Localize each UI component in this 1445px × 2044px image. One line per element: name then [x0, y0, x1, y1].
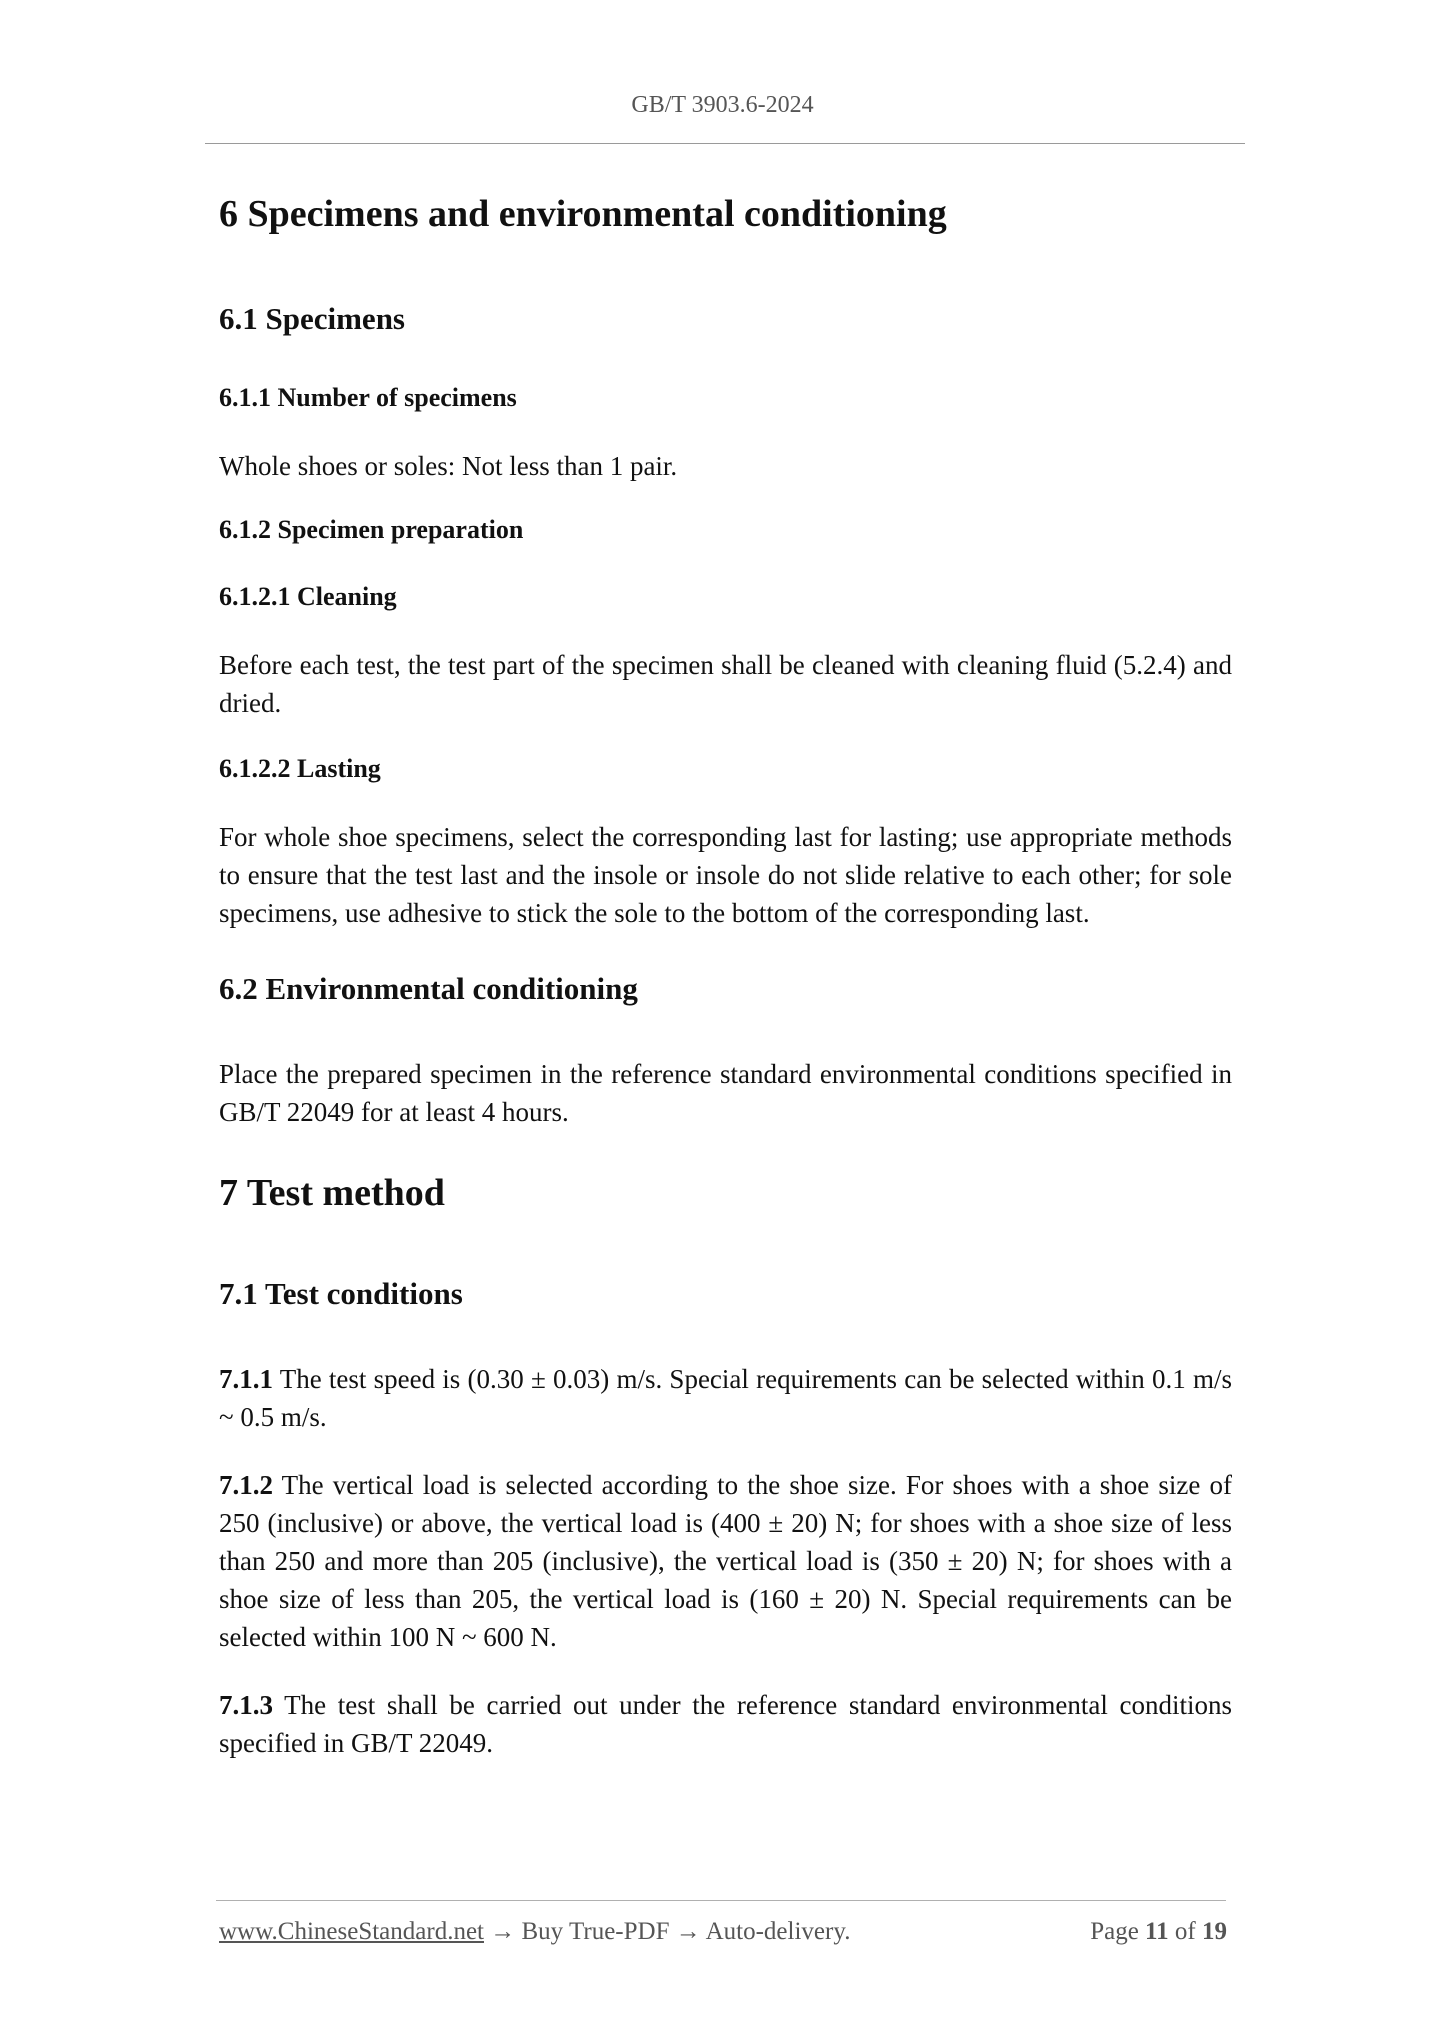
section-6-1-heading: 6.1 Specimens: [219, 300, 405, 336]
section-6-1-1-heading: 6.1.1 Number of specimens: [219, 382, 517, 412]
page-header-doc-id: GB/T 3903.6-2024: [631, 92, 814, 118]
page-current: 11: [1145, 1918, 1169, 1945]
chinesestandard-link[interactable]: www.ChineseStandard.net: [219, 1918, 484, 1945]
page-total: 19: [1202, 1918, 1227, 1945]
section-6-2-text: Place the prepared specimen in the reference standard environmental conditions specified in GB/T 22049 for at least 4 hours.: [219, 1059, 1232, 1128]
section-6-heading: 6 Specimens and environmental conditioning: [219, 193, 947, 235]
footer-divider: [216, 1900, 1226, 1901]
section-7-1-3-number: 7.1.3: [219, 1689, 273, 1720]
page-footer: [219, 1918, 1227, 1946]
footer-promo-text: → Buy True-PDF → Auto-delivery.: [484, 1918, 851, 1945]
section-7-1-2-paragraph: [219, 1466, 1232, 1656]
section-6-1-2-1-heading: 6.1.2.1 Cleaning: [219, 582, 397, 612]
section-6-1-2-1-text: Before each test, the test part of the specimen shall be cleaned with cleaning fluid (5.2.4) and dried.: [219, 650, 1232, 719]
section-7-1-1-number: 7.1.1: [219, 1363, 273, 1394]
section-7-1-2-text: The vertical load is selected according to the shoe size. For shoes with a shoe size of 250 (inclusive) or above, the vertical load is (400 ± 20) N; for shoes with a shoe size of less than 250 and more than 205 (inclusive), the vertical load is (350 ± 20) N; for shoes with a shoe size of less than 205, the vertical load is (160 ± 20) N. Special requirements can be selected within 100 N ~ 600 N.: [219, 1469, 1232, 1652]
section-7-1-3-paragraph: [219, 1686, 1232, 1762]
section-7-1-heading: 7.1 Test conditions: [219, 1275, 463, 1311]
section-6-1-2-2-heading: 6.1.2.2 Lasting: [219, 754, 381, 784]
page-of-label: of: [1174, 1918, 1196, 1945]
section-7-1-1-text: The test speed is (0.30 ± 0.03) m/s. Special requirements can be selected within 0.1 m/s ~ 0.5 m/s.: [219, 1363, 1232, 1432]
section-6-1-1-text: Whole shoes or soles: Not less than 1 pair.: [219, 450, 678, 481]
section-7-1-2-number: 7.1.2: [219, 1469, 273, 1500]
header-divider: [205, 143, 1245, 144]
section-7-1-3-text: The test shall be carried out under the reference standard environmental conditions specified in GB/T 22049.: [219, 1689, 1232, 1758]
page-content: [219, 180, 1232, 1762]
section-6-2-heading: 6.2 Environmental conditioning: [219, 970, 638, 1006]
page-number: [1090, 1918, 1227, 1946]
page-label: Page: [1090, 1918, 1139, 1945]
section-7-heading: 7 Test method: [219, 1172, 445, 1215]
section-6-1-2-heading: 6.1.2 Specimen preparation: [219, 514, 524, 544]
section-7-1-1-paragraph: [219, 1360, 1232, 1436]
section-6-1-2-2-text: For whole shoe specimens, select the corresponding last for lasting; use appropriate methods to ensure that the test last and the insole or insole do not slide relative to each other; for sole specimens, use adhesive to stick the sole to the bottom of the corresponding last.: [219, 821, 1232, 928]
